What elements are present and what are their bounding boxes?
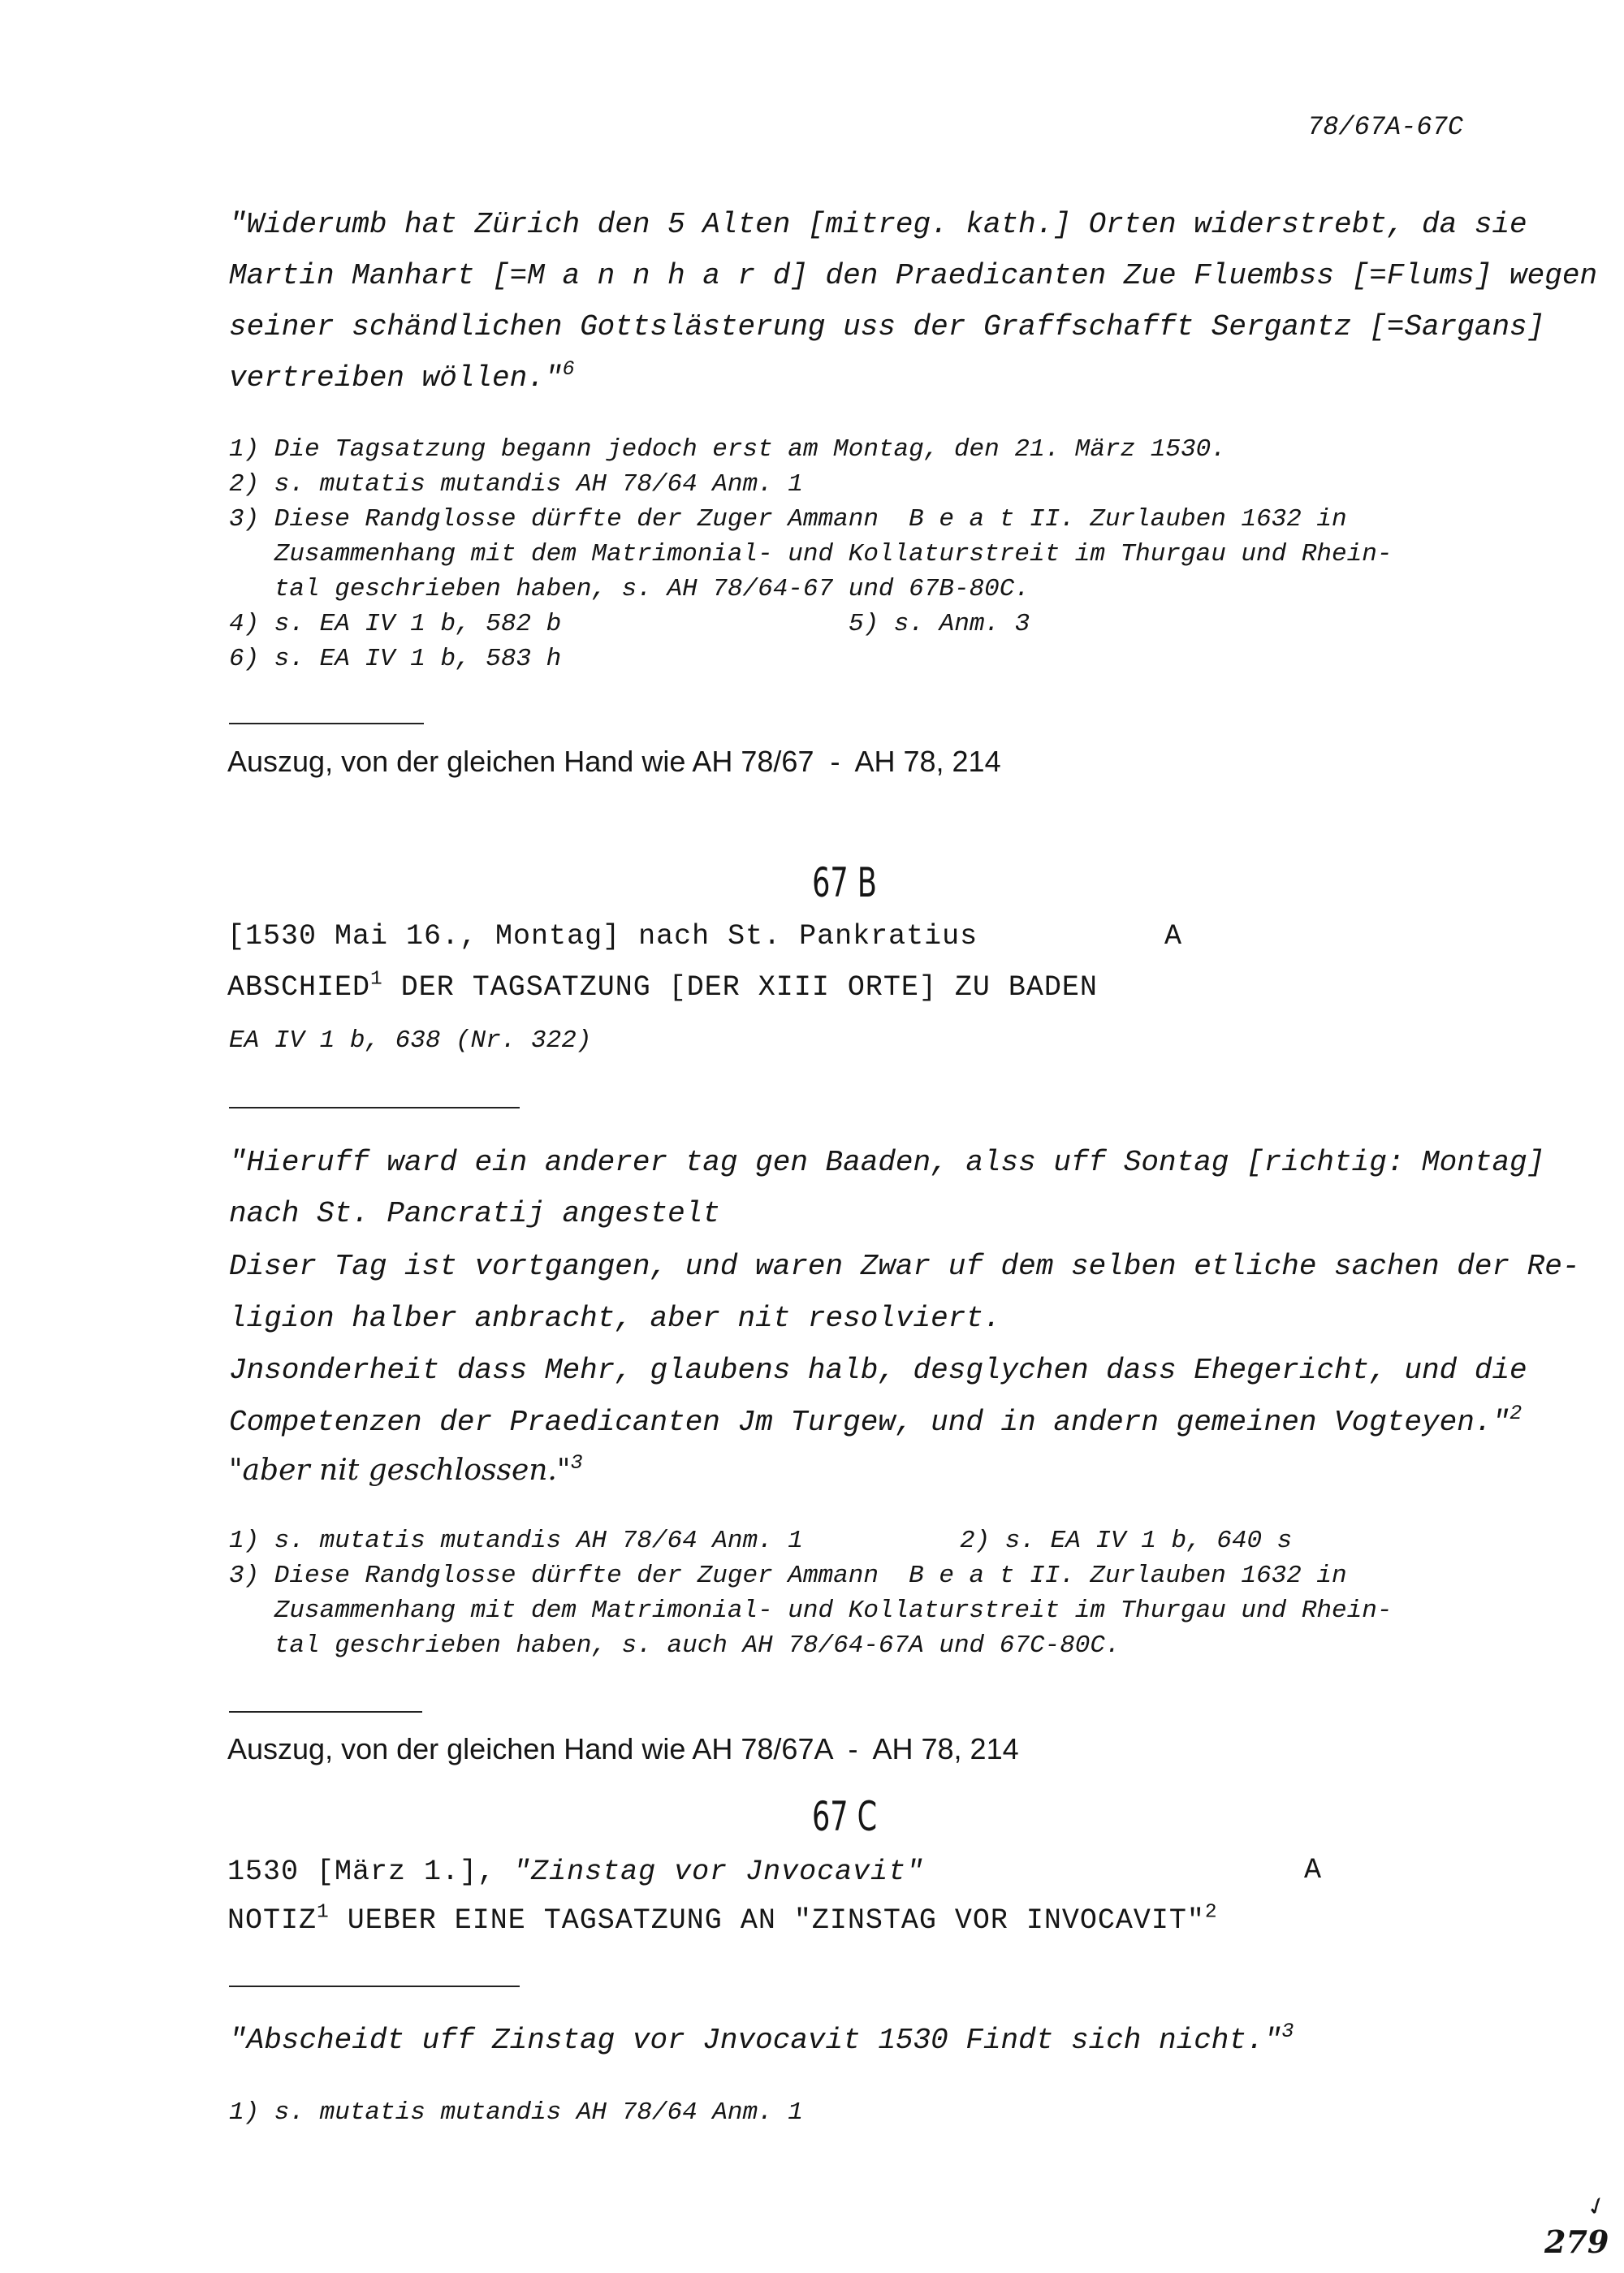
document-number: 67 C	[811, 1793, 878, 1840]
footnote: Zusammenhang mit dem Matrimonial- und Kollaturstreit im Thurgau und Rhein-	[229, 540, 1393, 568]
separator-rule	[229, 1986, 520, 1987]
quote-line: Jnsonderheit dass Mehr, glaubens halb, desglychen dass Ehegericht, und die	[229, 1354, 1527, 1387]
footnote-ref: 1	[317, 1901, 330, 1924]
footnote: 6) s. EA IV 1 b, 583 h	[229, 645, 562, 673]
footnote: tal geschrieben haben, s. auch AH 78/64-67A und 67C-80C.	[229, 1631, 1121, 1660]
quote-line: "Hieruff ward ein anderer tag gen Baaden, alss uff Sontag [richtig: Montag]	[229, 1146, 1545, 1179]
separator-rule	[229, 1711, 422, 1713]
document-title	[227, 1901, 1218, 1937]
document-title	[227, 968, 1098, 1004]
quote-line-last	[229, 1402, 1522, 1439]
quote-text: Competenzen der Praedicanten Jm Turgew, und in andern gemeinen Vogteyen."	[229, 1406, 1510, 1439]
check-mark-icon: ✓	[1582, 2189, 1612, 2224]
title-text: ABSCHIED	[227, 971, 371, 1004]
gloss-text: "aber nit geschlossen."	[229, 1454, 571, 1487]
quote-line	[229, 2020, 1294, 2057]
quote-line: seiner schändlichen Gottslästerung uss der Graffschafft Sergantz [=Sargans]	[229, 310, 1545, 344]
footnote: 2) s. mutatis mutandis AH 78/64 Anm. 1	[229, 470, 803, 499]
footnote: Zusammenhang mit dem Matrimonial- und Kollaturstreit im Thurgau und Rhein-	[229, 1597, 1393, 1625]
page-number: 279	[1544, 2223, 1609, 2260]
footnote: 3) Diese Randglosse dürfte der Zuger Ammann B e a t II. Zurlauben 1632 in	[229, 1562, 1347, 1590]
document-date: [1530 Mai 16., Montag] nach St. Pankratius	[227, 920, 978, 953]
footnote: 1) s. mutatis mutandis AH 78/64 Anm. 1	[229, 2098, 803, 2127]
footnote: 1) Die Tagsatzung begann jedoch erst am Montag, den 21. März 1530.	[229, 435, 1226, 464]
excerpt-note: Auszug, von der gleichen Hand wie AH 78/67 - AH 78, 214	[227, 745, 1001, 778]
excerpt-note: Auszug, von der gleichen Hand wie AH 78/67A - AH 78, 214	[227, 1732, 1019, 1765]
document-date	[227, 1854, 924, 1888]
quote-line: Martin Manhart [=M a n n h a r d] den Praedicanten Zue Fluembss [=Flums] wegen	[229, 259, 1598, 292]
quote-line: "Widerumb hat Zürich den 5 Alten [mitreg. kath.] Orten widerstrebt, da sie	[229, 208, 1527, 241]
page-reference: 78/67A-67C	[1307, 112, 1464, 142]
tradition-marker: A	[1304, 1854, 1323, 1886]
title-text: NOTIZ	[227, 1904, 317, 1937]
footnote-ref: 3	[570, 1451, 583, 1476]
footnote-ref: 2	[1204, 1901, 1218, 1924]
source-reference: EA IV 1 b, 638 (Nr. 322)	[229, 1026, 592, 1055]
footnote: tal geschrieben haben, s. AH 78/64-67 und 67B-80C.	[229, 575, 1030, 603]
footnote-ref: 1	[370, 968, 383, 991]
quote-line-last	[229, 357, 575, 395]
footnote: 4) s. EA IV 1 b, 582 b	[229, 610, 562, 638]
separator-rule	[229, 1107, 520, 1108]
footnote-ref: 3	[1281, 2020, 1294, 2044]
quote-line: ligion halber anbracht, aber nit resolviert.	[229, 1302, 1001, 1335]
footnote: 5) s. Anm. 3	[849, 610, 1030, 638]
footnote: 1) s. mutatis mutandis AH 78/64 Anm. 1	[229, 1527, 803, 1555]
quote-text: vertreiben wöllen."	[229, 361, 563, 395]
date-quote: "Zinstag vor Jnvocavit"	[513, 1856, 925, 1888]
footnote-ref: 6	[562, 357, 575, 382]
footnote: 2) s. EA IV 1 b, 640 s	[960, 1527, 1293, 1555]
footnote-ref: 2	[1510, 1402, 1522, 1426]
quote-text: "Abscheidt uff Zinstag vor Jnvocavit 1530 Findt sich nicht."	[229, 2024, 1282, 2057]
footnote: 3) Diese Randglosse dürfte der Zuger Ammann B e a t II. Zurlauben 1632 in	[229, 505, 1347, 534]
date-text: 1530 [März 1.],	[227, 1856, 514, 1888]
title-text: DER TAGSATZUNG [DER XIII ORTE] ZU BADEN	[382, 971, 1098, 1004]
separator-rule	[229, 723, 424, 724]
title-text: UEBER EINE TAGSATZUNG AN "ZINSTAG VOR INVOCAVIT"	[329, 1904, 1205, 1937]
document-number: 67 B	[812, 859, 877, 906]
tradition-marker: A	[1164, 920, 1183, 953]
marginal-gloss	[229, 1451, 583, 1489]
quote-line: Diser Tag ist vortgangen, und waren Zwar uf dem selben etliche sachen der Re-	[229, 1250, 1580, 1283]
quote-line: nach St. Pancratij angestelt	[229, 1197, 720, 1230]
